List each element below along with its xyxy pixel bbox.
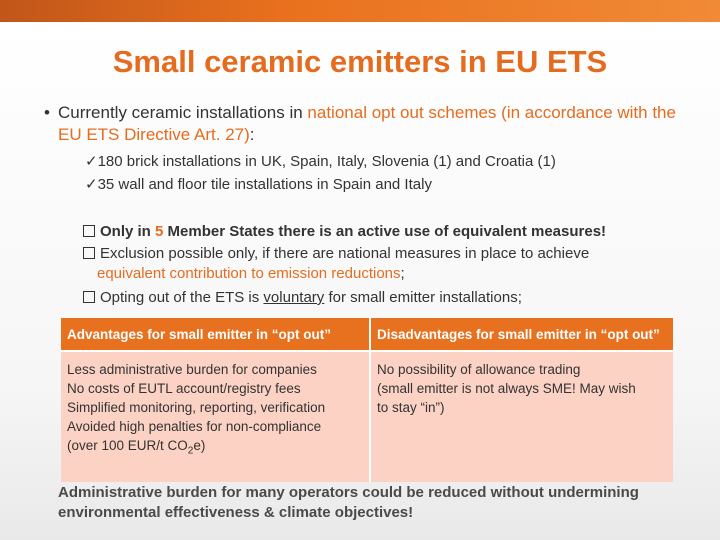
table-header-row (61, 318, 673, 351)
box-item-2 (83, 244, 683, 284)
table-row (61, 351, 673, 482)
box-item-1-highlight: 5 (155, 223, 164, 240)
box-item-1 (83, 222, 683, 242)
top-accent-bar (0, 0, 720, 22)
box-item-3-before: Opting out of the ETS is (100, 289, 264, 306)
bullet-dot-icon: • (44, 103, 50, 122)
check-item-2 (85, 175, 432, 193)
check-item-1 (85, 152, 556, 170)
checkbox-icon (83, 225, 95, 237)
box-item-1-after: Member States there is an active use of equivalent measures! (163, 223, 607, 240)
footer-statement: Administrative burden for many operators could be reduced without undermining environmental effectiveness & climate objectives! (58, 484, 639, 521)
list-item: (small emitter is not always SME! May wish (377, 381, 636, 396)
box-item-3-underlined: voluntary (263, 289, 325, 306)
list-item: No costs of EUTL account/registry fees (67, 381, 301, 396)
disadvantages-cell (370, 351, 673, 482)
table-header-advantages: Advantages for small emitter in “opt out” (61, 318, 370, 351)
box-item-2-highlight: equivalent contribution to emission reductions (97, 265, 401, 282)
checkmark-icon: ✓ (85, 153, 98, 170)
checkbox-icon (83, 247, 95, 259)
bullet-text-after: : (249, 125, 255, 144)
bullet-text-before: Currently ceramic installations in (58, 103, 308, 122)
adv-last-before: (over 100 EUR/t CO (67, 438, 188, 453)
list-item: No possibility of allowance trading (377, 362, 581, 377)
advantages-cell (61, 351, 370, 482)
check-item-text: 180 brick installations in UK, Spain, Italy, Slovenia (1) and Croatia (1) (97, 153, 556, 170)
list-item: Simplified monitoring, reporting, verification (67, 400, 326, 415)
bullet-highlight: national opt out schemes (in accordance with the EU ETS Directive Art. 27) (58, 103, 676, 144)
adv-last-subscript: 2 (187, 445, 194, 457)
box-item-3 (83, 288, 683, 308)
table-header-disadvantages: Disadvantages for small emitter in “opt out” (370, 318, 673, 351)
checkmark-icon: ✓ (85, 176, 98, 193)
box-item-2-line1: Exclusion possible only, if there are national measures in place to achieve (100, 245, 590, 262)
main-bullet (44, 102, 678, 146)
comparison-table (61, 318, 673, 482)
list-item: Avoided high penalties for non-compliance (67, 419, 322, 434)
adv-last-after: e) (193, 438, 206, 453)
box-item-3-after: for small emitter installations; (324, 289, 522, 306)
list-item: Less administrative burden for companies (67, 362, 317, 377)
check-item-text: 35 wall and floor tile installations in Spain and Italy (97, 176, 432, 193)
box-item-1-before: Only in (100, 223, 156, 240)
list-item (67, 436, 363, 461)
box-item-2-after: ; (400, 265, 405, 282)
list-item: to stay “in”) (377, 400, 445, 415)
checkbox-icon (83, 291, 95, 303)
slide-title: Small ceramic emitters in EU ETS (112, 44, 608, 79)
